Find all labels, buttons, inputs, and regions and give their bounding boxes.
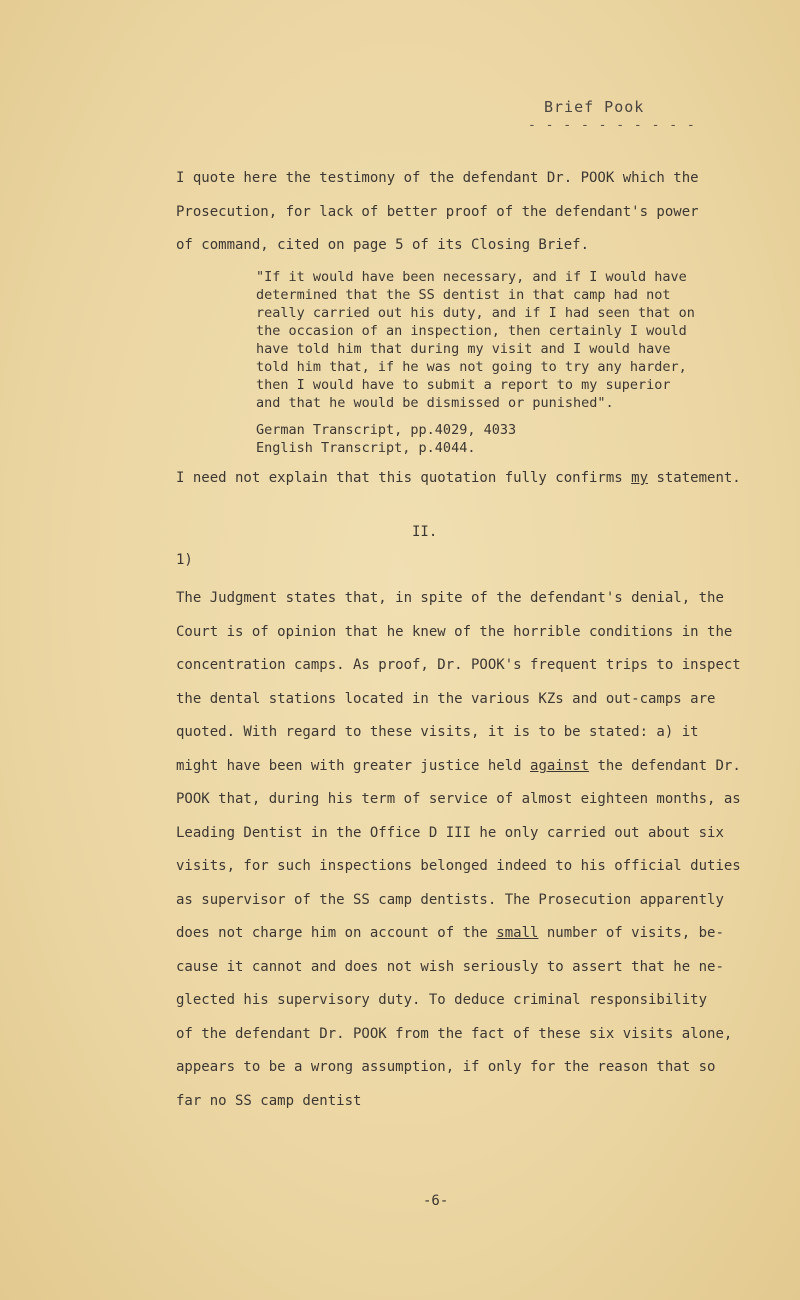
- body-after: number of visits, be-: [538, 925, 724, 941]
- body-line: as supervisor of the SS camp dentists. The Prosecution apparently: [176, 892, 724, 908]
- section-heading: II.: [412, 524, 438, 540]
- confirm-line: [176, 470, 741, 486]
- confirm-before: I need not explain that this quotation fully confirms: [176, 470, 632, 486]
- body-line: quoted. With regard to these visits, it is to be stated: a) it: [176, 724, 699, 740]
- body-before: does not charge him on account of the: [176, 925, 497, 941]
- body-line: Court is of opinion that he knew of the horrible conditions in the: [176, 624, 733, 640]
- header-rule: - - - - - - - - - -: [528, 118, 696, 133]
- intro-line: of command, cited on page 5 of its Closing Brief.: [176, 237, 590, 253]
- quote-line: and that he would be dismissed or punished".: [256, 395, 614, 411]
- document-header: Brief Pook: [544, 98, 645, 116]
- quote-line: the occasion of an inspection, then certainly I would: [256, 323, 687, 339]
- body-emph: small: [496, 925, 539, 941]
- body-line: cause it cannot and does not wish seriously to assert that he ne-: [176, 959, 724, 975]
- body-line: of the defendant Dr. POOK from the fact of these six visits alone,: [176, 1026, 733, 1042]
- body-line: concentration camps. As proof, Dr. POOK's frequent trips to inspect: [176, 657, 741, 673]
- quote-line: have told him that during my visit and I would have: [256, 341, 671, 357]
- citation-line: German Transcript, pp.4029, 4033: [256, 422, 517, 438]
- confirm-after: statement.: [648, 470, 741, 486]
- body-line: visits, for such inspections belonged indeed to his official duties: [176, 858, 741, 874]
- intro-line: I quote here the testimony of the defendant Dr. POOK which the: [176, 170, 699, 186]
- body-line: appears to be a wrong assumption, if only for the reason that so: [176, 1059, 716, 1075]
- quote-line: then I would have to submit a report to my superior: [256, 377, 671, 393]
- body-after: the defendant Dr.: [589, 758, 741, 774]
- body-line: [176, 758, 741, 774]
- quote-line: really carried out his duty, and if I had seen that on: [256, 305, 695, 321]
- body-line: the dental stations located in the various KZs and out-camps are: [176, 691, 716, 707]
- body-before: might have been with greater justice held: [176, 758, 531, 774]
- page-number: -6-: [423, 1193, 449, 1209]
- body-line: glected his supervisory duty. To deduce criminal responsibility: [176, 992, 708, 1008]
- body-line: [176, 925, 724, 941]
- body-line: far no SS camp dentist: [176, 1093, 362, 1109]
- intro-line: Prosecution, for lack of better proof of the defendant's power: [176, 204, 699, 220]
- body-line: Leading Dentist in the Office D III he only carried out about six: [176, 825, 724, 841]
- citation-line: English Transcript, p.4044.: [256, 440, 476, 456]
- body-line: The Judgment states that, in spite of the defendant's denial, the: [176, 590, 724, 606]
- quote-line: determined that the SS dentist in that camp had not: [256, 287, 671, 303]
- body-line: POOK that, during his term of service of almost eighteen months, as: [176, 791, 741, 807]
- subsection-number: 1): [176, 552, 193, 568]
- body-emph: against: [530, 758, 590, 774]
- quote-line: told him that, if he was not going to try any harder,: [256, 359, 687, 375]
- confirm-emph: my: [631, 470, 649, 486]
- quote-line: "If it would have been necessary, and if I would have: [256, 269, 687, 285]
